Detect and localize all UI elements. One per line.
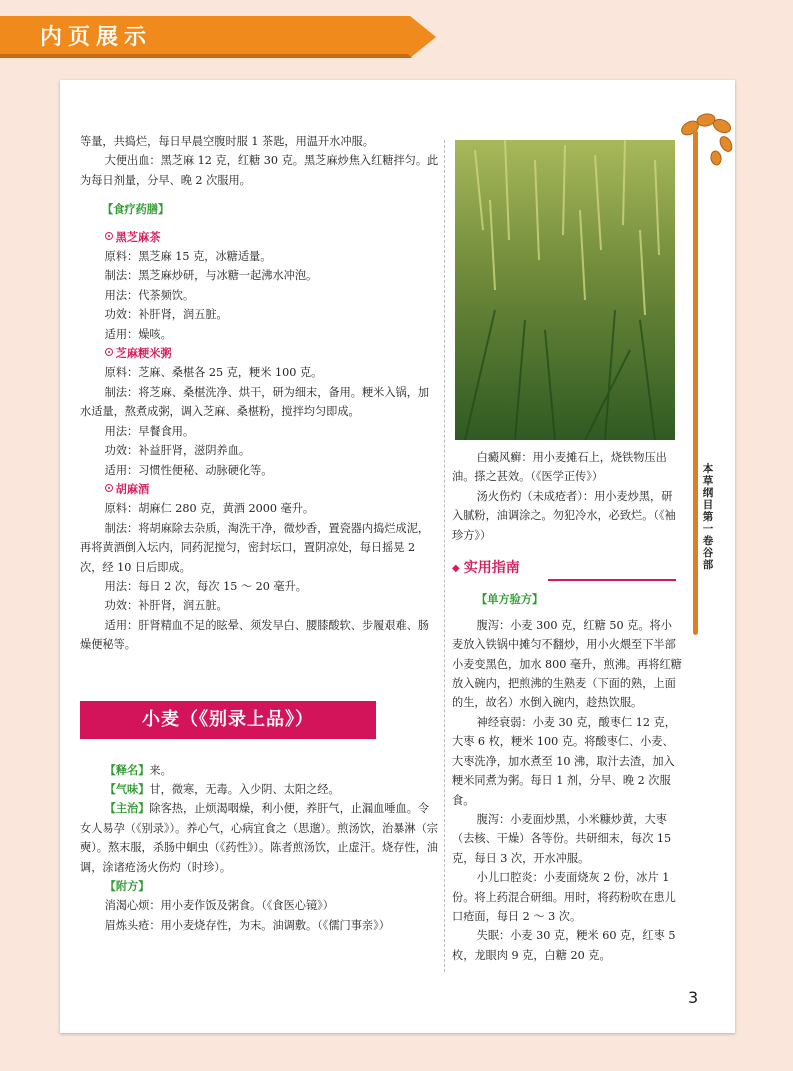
guide-underline	[548, 579, 676, 581]
recipe-name: 芝麻粳米粥	[115, 346, 172, 361]
diet-section-heading: 【食疗药膳】	[102, 202, 170, 217]
header-title: 内页展示	[40, 24, 153, 50]
bullet-circle-icon	[105, 484, 113, 492]
grain-ornament-icon	[676, 106, 738, 176]
recipe-block	[80, 344, 440, 480]
recipe-line: 制法：将胡麻除去杂质，淘洗干净，微炒香，置瓷器内捣烂成泥，再将黄酒倒入坛内，同药泥搅匀，密封坛口，置阴凉处，每日摇晃 2 次，经 10 日后即成。	[80, 521, 430, 574]
page-number: 3	[688, 988, 699, 1007]
prescription-line: 消渴心烦：用小麦作饭及粥食。（《食医心镜》）	[104, 899, 334, 913]
entry-tag: 【附方】	[104, 879, 150, 893]
guide-heading: 实用指南	[463, 560, 520, 577]
side-decoration-bar	[693, 130, 698, 635]
recipe-line: 用法：代茶频饮。	[104, 288, 195, 302]
entry-title: 小麦（《别录上品》）	[80, 701, 376, 739]
recipe-name: 胡麻酒	[115, 481, 150, 496]
recipe-line: 适用：燥咳。	[104, 327, 172, 341]
column-divider	[444, 140, 445, 972]
entry-text: 来。	[149, 763, 172, 777]
left-column	[80, 132, 440, 935]
remedy-paragraph: 腹泻：小麦面炒黑，小米糠炒黄，大枣（去核、干燥）各等份。共研细末，每次 15 克，每日 3 次，开水冲服。	[452, 812, 672, 865]
right-paragraph: 白癜风癣：用小麦摊石上，烧铁物压出油。搽之甚效。（《医学正传》）	[452, 451, 667, 484]
recipe-line: 原料：芝麻、桑椹各 25 克，粳米 100 克。	[104, 366, 323, 380]
recipe-line: 功效：补肝肾，润五脏。	[104, 599, 228, 613]
right-paragraph: 汤火伤灼（未成疮者）：用小麦炒黑，研入腻粉，油调涂之。勿犯冷水，必致烂。（《袖珍方》）	[452, 489, 676, 542]
recipe-line: 原料：胡麻仁 280 克，黄酒 2000 毫升。	[104, 502, 315, 516]
recipe-line: 用法：早餐食用。	[104, 424, 195, 438]
recipe-name: 黑芝麻茶	[115, 229, 161, 244]
wheat-photo	[455, 140, 675, 440]
remedy-section-heading: 【单方验方】	[476, 592, 544, 607]
remedy-paragraph: 神经衰弱：小麦 30 克，酸枣仁 12 克，大枣 6 枚，粳米 100 克。将酸枣仁、小麦、大枣洗净，加水煮至 10 沸，取汁去渣，加入粳米同煮为粥。每日 1 剂，分早、晚 2 次服食。	[452, 715, 676, 807]
entry-text: 除客热，止烦渴咽燥，利小便，养肝气，止漏血唾血。令女人易孕（《别录》）。养心气，心病宜食之（思邈）。煎汤饮，治暴淋（宗奭）。熬末服，杀肠中蛔虫（《药性》）。陈者煎汤饮，止虚汗。烧存性，油调，涂诸疮汤火伤灼（时珍）。	[80, 802, 438, 874]
entry-tag: 【气味】	[104, 781, 150, 796]
entry-text: 甘，微寒，无毒。入少阴、太阳之经。	[149, 782, 340, 796]
right-column	[452, 448, 682, 965]
intro-paragraph: 等量，共捣烂，每日早晨空腹时服 1 茶匙，用温开水冲服。	[80, 135, 374, 148]
intro-paragraph: 大便出血：黑芝麻 12 克，红糖 30 克。黑芝麻炒焦入红糖拌匀。此为每日剂量，分早、晚 2 次服用。	[80, 154, 439, 187]
recipe-line: 用法：每日 2 次，每次 15 ～ 20 毫升。	[104, 579, 307, 593]
remedy-paragraph: 腹泻：小麦 300 克，红糖 50 克。将小麦放入铁锅中摊匀不翻炒，用小火煨至下半部小麦变黑色，加水 800 毫升，煎沸。再将红糖放入碗内，把煎沸的生熟麦（下面的熟，上面的生，故名）水倒入碗内，趁热饮服。	[452, 618, 682, 710]
diamond-icon: ◆	[452, 563, 460, 575]
recipe-line: 适用：习惯性便秘、动脉硬化等。	[104, 463, 273, 477]
bullet-circle-icon	[105, 348, 113, 356]
bullet-circle-icon	[105, 232, 113, 240]
recipe-line: 制法：黑芝麻炒研，与冰糖一起沸水冲泡。	[104, 269, 318, 283]
remedy-paragraph: 失眠：小麦 30 克，粳米 60 克，红枣 5 枚，龙眼肉 9 克，白糖 20 克。	[452, 929, 676, 962]
recipe-line: 功效：补肝肾，润五脏。	[104, 308, 228, 322]
side-chapter-label: 本草纲目第一卷 谷部	[702, 463, 714, 571]
entry-tag: 【主治】	[104, 801, 150, 816]
prescription-line: 眉炼头疮：用小麦烧存性，为末。油调敷。（《儒门事亲》）	[104, 918, 390, 932]
recipe-line: 适用：肝肾精血不足的眩晕、须发早白、腰膝酸软、步履艰难、肠燥便秘等。	[80, 618, 430, 652]
recipe-block	[80, 228, 440, 344]
remedy-paragraph: 小儿口腔炎：小麦面烧灰 2 份，冰片 1 份。将上药混合研细。用时，将药粉吹在患儿口疮面，每日 2 ～ 3 次。	[452, 871, 676, 923]
recipe-line: 功效：补益肝肾，滋阴养血。	[104, 444, 251, 458]
recipe-line: 原料：黑芝麻 15 克，冰糖适量。	[104, 250, 272, 264]
recipe-block	[80, 480, 440, 655]
recipe-line: 制法：将芝麻、桑椹洗净、烘干，研为细末，备用。粳米入锅，加水适量，熬煮成粥，调入芝麻、桑椹粉，搅拌均匀即成。	[80, 385, 430, 419]
entry-tag: 【释名】	[104, 762, 150, 777]
